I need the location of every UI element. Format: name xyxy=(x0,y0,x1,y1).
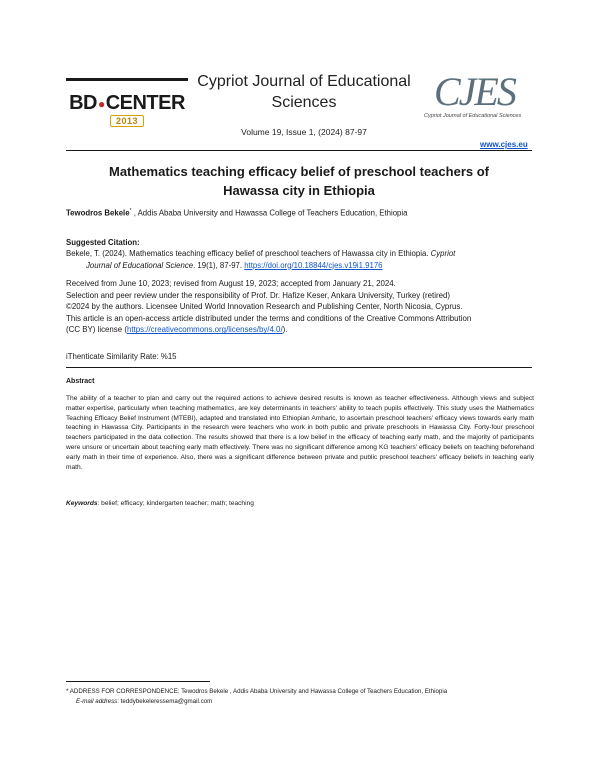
author-name: Tewodros Bekele xyxy=(66,208,130,218)
author-email: : teddybekeleressema@gmail.com xyxy=(117,697,213,705)
footnote-divider xyxy=(66,681,210,682)
volume-issue: Volume 19, Issue 1, (2024) 87-97 xyxy=(241,127,367,137)
corresponding-mark: * xyxy=(129,208,132,214)
citation-text: Bekele, T. (2024). Mathematics teaching efficacy belief of preschool teachers of Hawassa city in Ethiopia. Cypriot Journal of Educational Science. 19(1), 87-97. https://doi.org/10.18844/cjes.v19i1.9176 xyxy=(66,249,456,270)
author-line xyxy=(66,208,532,218)
correspondence-footnote: * ADDRESS FOR CORRESPONDENCE: Tewodros Bekele , Addis Ababa University and Hawassa College of Teachers Education, Ethiopia E-mail address: teddybekeleressema@gmail.com xyxy=(66,688,448,705)
article-title: Mathematics teaching efficacy belief of preschool teachers of Hawassa city in Ethiopia xyxy=(108,164,489,198)
bd-center-logo xyxy=(66,78,188,134)
section-divider xyxy=(66,367,532,368)
author-affiliation: , Addis Ababa University and Hawassa College of Teachers Education, Ethiopia xyxy=(133,208,408,218)
cjes-logo-subtitle: Cypriot Journal of Educational Sciences xyxy=(424,113,522,119)
similarity-rate: iThenticate Similarity Rate: %15 xyxy=(66,352,177,361)
cjes-logo-text: CJES xyxy=(434,69,515,114)
citation-heading: Suggested Citation: xyxy=(66,238,140,247)
keywords-label: Keywords xyxy=(66,500,98,507)
logo-year: 2013 xyxy=(110,115,144,127)
abstract-text: The ability of a teacher to plan and carry out the required actions to achieve desired results is known as teacher effectiveness. Although views and subject matter expertise, particularly when teaching mathematics, are key determinants in teachers' ability to teach pupils effectively. This study uses the Mathematics Teaching Efficacy Belief Instrument (MTEBI), adapted and translated into Ethiopian Amharic, to ascertain preschool teachers' efficacy views towards early math teaching in Hawassa City. Participants in the research were teachers who work in both public and private preschools in Hawassa City. Forty-four preschool teachers participated in the data collection. The results showed that there is a low belief in the efficacy of teaching early math, and the majority of participants were unsure or uncertain about teaching early math effectively. There was no significant difference among KG teachers' efficacy beliefs on teaching beforehand early math in their time of experience. Also, there was a significant difference between private and public preschool teachers' efficacy beliefs in teaching early math. xyxy=(66,395,534,471)
abstract-heading: Abstract xyxy=(66,378,95,385)
journal-website-link[interactable]: www.cjes.eu xyxy=(480,140,528,149)
keywords: Keywords: belief; efficacy; kindergarten teacher; math; teaching xyxy=(66,500,254,507)
header-divider xyxy=(66,150,532,151)
doi-link[interactable]: https://doi.org/10.18844/cjes.v19i1.9176 xyxy=(244,260,383,270)
logo-dot-icon: ● xyxy=(97,96,105,111)
dates-block: Received from June 10, 2023; revised from August 19, 2023; accepted from January 21, 2024. Selection and peer review under the responsibility of Prof. Dr. Hafize Keser, Ankara University, Turkey (retired) ©2024 by the authors. Licensee United World Innovation Research and Publishing Center, North Nicosia, Cyprus. This article is an open-access article distributed under the terms and conditions of the Creative Commons Attribution (CC BY) license (https://creativecommons.org/licenses/by/4.0/). xyxy=(66,279,472,335)
logo-rule xyxy=(66,78,188,81)
cjes-logo xyxy=(422,68,526,126)
journal-title: Cypriot Journal of Educational Sciences xyxy=(197,73,411,111)
bd-center-wordmark: BD●CENTER xyxy=(69,92,185,114)
license-link[interactable]: https://creativecommons.org/licenses/by/4.0/ xyxy=(126,325,283,335)
